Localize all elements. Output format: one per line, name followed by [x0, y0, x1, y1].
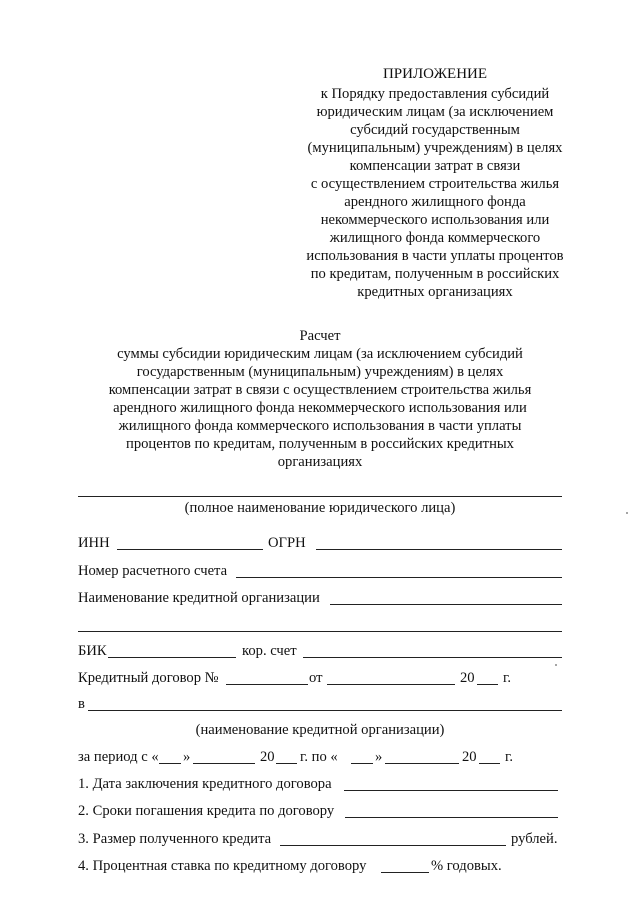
contract-number-field[interactable]	[226, 684, 308, 685]
corr-label: кор. счет	[242, 643, 297, 659]
period-to-month-field[interactable]	[385, 763, 459, 764]
document-title: Расчет	[299, 328, 341, 344]
year-prefix: 20	[260, 749, 275, 765]
heading-line: суммы субсидии юридическим лицам (за исключением субсидий	[117, 346, 523, 362]
appendix-line: к Порядку предоставления субсидий	[320, 86, 550, 102]
heading-line: арендного жилищного фонда некоммерческого использования или	[113, 400, 527, 416]
inn-label: ИНН	[78, 535, 110, 551]
bank-caption: (наименование кредитной организации)	[195, 722, 445, 738]
appendix-line: юридическим лицам (за исключением	[316, 104, 554, 120]
appendix-line: некоммерческого использования или	[320, 212, 550, 228]
bank-name-field[interactable]	[330, 604, 562, 605]
heading-line: компенсации затрат в связи с осуществлением строительства жилья	[108, 382, 532, 398]
appendix-line: кредитных организациях	[357, 284, 513, 300]
contract-date-field[interactable]	[327, 684, 455, 685]
item-3-suffix: рублей.	[511, 831, 558, 847]
ogrn-field[interactable]	[316, 549, 562, 550]
item-3-label: 3. Размер полученного кредита	[78, 831, 272, 847]
bank-name-label: Наименование кредитной организации	[78, 590, 320, 606]
account-field[interactable]	[236, 577, 562, 578]
period-from-month-field[interactable]	[193, 763, 255, 764]
appendix-line: (муниципальным) учреждениям) в целях	[307, 140, 563, 156]
item-4-suffix: % годовых.	[431, 858, 502, 874]
contract-label: Кредитный договор №	[78, 670, 219, 686]
in-label: в	[78, 696, 85, 712]
contract-year-field[interactable]	[477, 684, 498, 685]
ogrn-label: ОГРН	[268, 535, 306, 551]
period-to-year-field[interactable]	[479, 763, 500, 764]
item-1-label: 1. Дата заключения кредитного договора	[78, 776, 332, 792]
appendix-line: арендного жилищного фонда	[344, 194, 526, 210]
year-suffix: г.	[503, 670, 511, 686]
year-prefix: 20	[462, 749, 477, 765]
year-prefix: 20	[460, 670, 475, 686]
from-label: от	[309, 670, 323, 686]
period-from-year-field[interactable]	[276, 763, 297, 764]
heading-line: государственным (муниципальным) учреждениям) в целях	[136, 364, 504, 380]
org-name-caption: (полное наименование юридического лица)	[184, 500, 456, 516]
year-suffix: г.	[505, 749, 513, 765]
year-to-label: г. по «	[300, 749, 338, 765]
heading-line: организациях	[277, 454, 363, 470]
appendix-line: компенсации затрат в связи	[349, 158, 521, 174]
scan-speck	[626, 512, 628, 514]
item-2-label: 2. Сроки погашения кредита по договору	[78, 803, 335, 819]
appendix-line: использования в части уплаты процентов	[306, 248, 564, 264]
item-4-label: 4. Процентная ставка по кредитному договору	[78, 858, 367, 874]
bank-field[interactable]	[88, 710, 562, 711]
appendix-line: с осуществлением строительства жилья	[310, 176, 560, 192]
corr-field[interactable]	[303, 657, 562, 658]
appendix-line: субсидий государственным	[350, 122, 520, 138]
item-4-field[interactable]	[381, 872, 429, 873]
appendix-title: ПРИЛОЖЕНИЕ	[382, 66, 488, 82]
period-from-day-field[interactable]	[159, 763, 181, 764]
inn-field[interactable]	[117, 549, 263, 550]
item-1-field[interactable]	[344, 790, 558, 791]
quote-close: »	[375, 749, 383, 765]
scan-speck	[555, 664, 557, 666]
account-label: Номер расчетного счета	[78, 563, 228, 579]
bik-label: БИК	[78, 643, 107, 659]
period-to-day-field[interactable]	[351, 763, 373, 764]
item-2-field[interactable]	[345, 817, 558, 818]
bank-name-field-2[interactable]	[78, 631, 562, 632]
org-name-field[interactable]	[78, 496, 562, 497]
period-label: за период с «	[78, 749, 159, 765]
quote-close: »	[183, 749, 191, 765]
appendix-line: по кредитам, полученным в российских	[310, 266, 560, 282]
heading-line: жилищного фонда коммерческого использования в части уплаты	[118, 418, 522, 434]
heading-line: процентов по кредитам, полученным в российских кредитных	[126, 436, 514, 452]
item-3-field[interactable]	[280, 845, 506, 846]
bik-field[interactable]	[108, 657, 236, 658]
appendix-line: жилищного фонда коммерческого	[329, 230, 541, 246]
